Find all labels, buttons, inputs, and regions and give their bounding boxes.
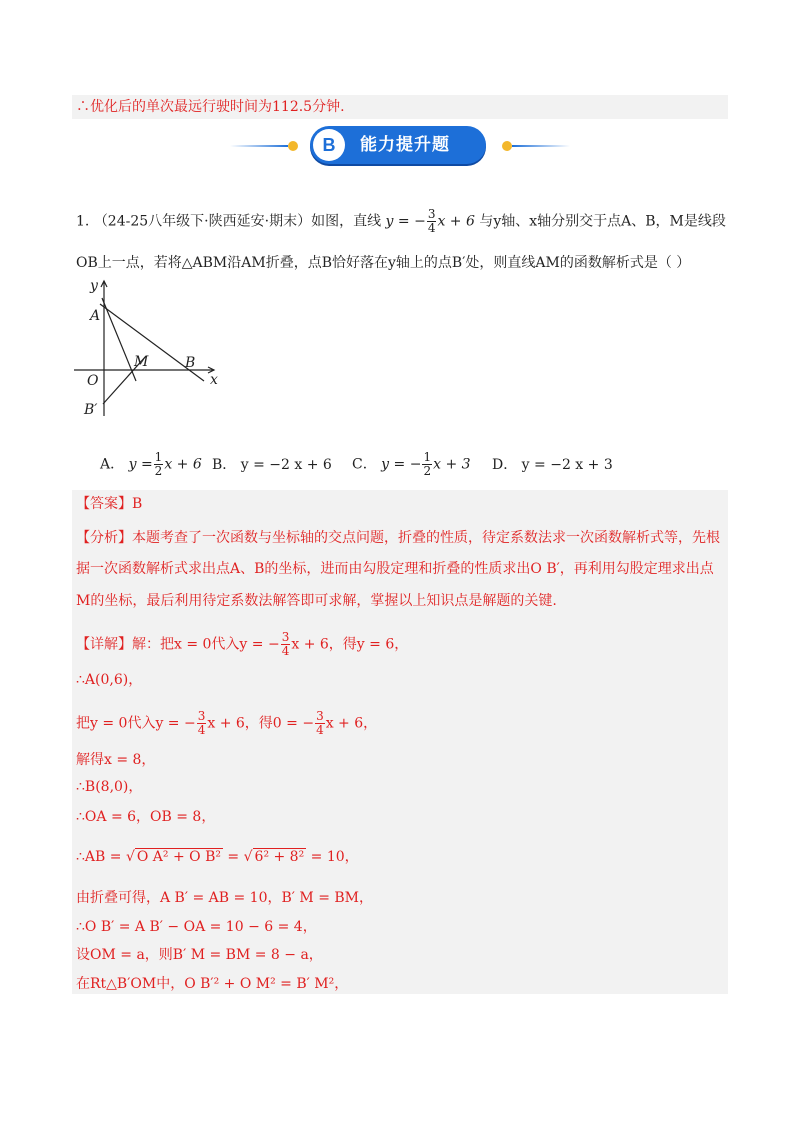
detail-l7-radicand-2: 6² + 8² <box>254 849 305 865</box>
detail-l3-fraction-1 <box>197 710 207 737</box>
section-badge <box>310 126 486 164</box>
option-b: B． y = −2 x + 6 <box>212 457 332 473</box>
option-a-label: A． <box>100 456 125 473</box>
option-c-lhs: y = − <box>381 456 422 473</box>
analysis-line-1: 【分析】本题考查了一次函数与坐标轴的交点问题，折叠的性质，待定系数法求一次函数解析式等，先根 <box>76 530 720 546</box>
question-line-1 <box>76 208 726 235</box>
detail-line-6: ∴OA = 6，OB = 8， <box>76 809 216 825</box>
detail-l1-a: 【详解】解：把x = 0代入y = − <box>76 636 280 653</box>
detail-l3-num2: 3 <box>316 709 324 723</box>
option-a-fraction <box>154 451 164 478</box>
label-M: M <box>134 354 149 370</box>
detail-l7-radicand-1: O A² + O B² <box>136 849 221 865</box>
question-eq-rhs: x + 6 <box>437 213 475 230</box>
detail-line-8: 由折叠可得，A B′ = AB = 10，B′ M = BM， <box>76 890 374 906</box>
detail-l7-a: ∴AB = <box>76 849 126 865</box>
option-a <box>100 451 202 478</box>
fraction-denominator: 4 <box>427 221 436 235</box>
question-line-2: OB上一点，若将△ABM沿AM折叠，点B恰好落在y轴上的点B′处，则直线AM的函数解析式是（ ） <box>76 255 691 271</box>
option-d: D． y = −2 x + 3 <box>492 457 613 473</box>
option-a-den: 2 <box>154 464 163 478</box>
detail-l3-num1: 3 <box>197 709 206 723</box>
detail-line-3 <box>76 710 377 737</box>
label-B: B <box>185 355 196 371</box>
detail-line-4: 解得x = 8， <box>76 752 156 768</box>
detail-l3-c: x + 6， <box>325 715 378 732</box>
analysis-line-3: M的坐标，最后利用待定系数法解答即可求解，掌握以上知识点是解题的关键. <box>76 593 557 609</box>
left-deco-line <box>230 145 288 147</box>
detail-l3-fraction-2 <box>315 710 325 737</box>
option-c-fraction <box>422 451 432 478</box>
detail-line-9: ∴O B′ = A B′ − OA = 10 − 6 = 4， <box>76 919 317 935</box>
option-c-num: 1 <box>423 450 432 464</box>
right-deco-line <box>512 145 570 147</box>
sqrt-icon: √ <box>125 849 135 865</box>
detail-l3-den1: 4 <box>197 723 206 737</box>
question-source: （24-25八年级下·陕西延安·期末）如图，直线 <box>93 213 382 230</box>
detail-l1-fraction <box>281 631 291 658</box>
label-x: x <box>210 372 218 388</box>
top-conclusion: ∴优化后的单次最远行驶时间为112.5分钟. <box>76 99 345 115</box>
geometry-figure <box>74 276 234 426</box>
detail-l3-a: 把y = 0代入y = − <box>76 715 196 732</box>
detail-line-11: 在Rt△B′OM中，O B′² + O M² = B′ M²， <box>76 976 349 992</box>
detail-l1-num: 3 <box>281 630 290 644</box>
question-line1-tail: 与y轴、x轴分别交于点A、B，M是线段 <box>479 213 726 230</box>
detail-line-7 <box>76 847 359 867</box>
sqrt-icon: √ <box>243 849 253 865</box>
detail-l7-c: = 10， <box>306 849 359 865</box>
section-title: 能力提升题 <box>360 135 450 155</box>
detail-line-1 <box>76 631 408 658</box>
option-a-rhs: x + 6 <box>164 456 202 473</box>
detail-line-2: ∴A(0,6)， <box>76 672 143 688</box>
detail-l3-den2: 4 <box>316 723 324 737</box>
label-A: A <box>90 308 101 324</box>
right-deco-dot <box>502 141 512 151</box>
line-AM <box>102 298 136 381</box>
option-c-label: C． <box>352 456 377 473</box>
answer-line: 【答案】B <box>76 496 143 512</box>
option-a-lhs: y = <box>128 456 153 473</box>
option-a-num: 1 <box>154 450 163 464</box>
label-Bp: B′ <box>84 402 98 418</box>
label-y: y <box>90 278 98 294</box>
detail-l7-b: = <box>222 849 244 865</box>
analysis-line-2: 据一次函数解析式求出点A、B的坐标，进而由勾股定理和折叠的性质求出O B′，再利用勾股定理求出点 <box>76 561 714 577</box>
question-eq-fraction <box>427 208 437 235</box>
left-deco-dot <box>288 141 298 151</box>
detail-line-10: 设OM = a，则B′ M = BM = 8 − a， <box>76 947 323 963</box>
detail-l3-b: x + 6，得0 = − <box>207 715 315 732</box>
label-O: O <box>87 373 99 389</box>
detail-line-5: ∴B(8,0)， <box>76 779 143 795</box>
option-c-den: 2 <box>423 464 432 478</box>
detail-l1-den: 4 <box>281 644 290 658</box>
section-letter: B <box>313 129 345 161</box>
option-c-rhs: x + 3 <box>433 456 471 473</box>
option-c <box>352 451 471 478</box>
question-eq-lhs: y = − <box>385 213 426 230</box>
section-header <box>230 126 570 166</box>
fraction-numerator: 3 <box>427 207 436 221</box>
detail-l1-b: x + 6，得y = 6， <box>291 636 409 653</box>
question-number: 1. <box>76 213 90 230</box>
